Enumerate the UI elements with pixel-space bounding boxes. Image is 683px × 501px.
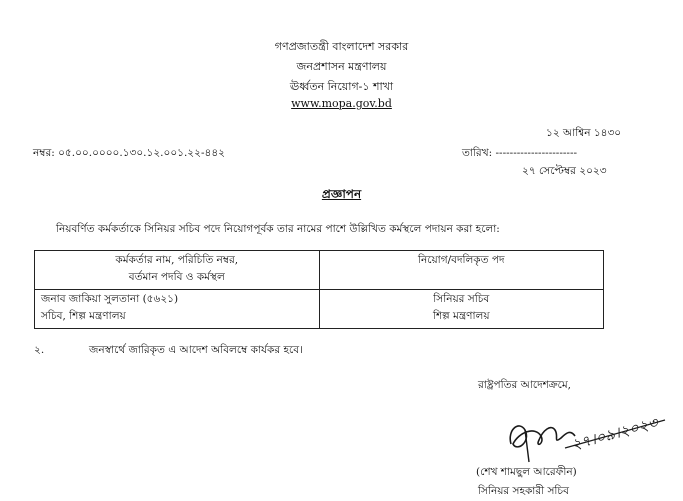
new-workplace: শিল্প মন্ত্রণালয় — [432, 310, 490, 322]
new-post: সিনিয়র সচিব — [433, 293, 490, 305]
website-link[interactable]: www.mopa.gov.bd — [291, 97, 392, 110]
memo-number: নম্বর: ০৫.০০.০০০০.১৩০.১২.০০১.২২-৪৪২ — [33, 147, 225, 159]
appointment-table — [34, 250, 604, 329]
handwritten-date: ২৭।০৯।২০২৩ — [569, 413, 660, 454]
handwritten-signature — [505, 400, 675, 468]
table-header-cell — [35, 251, 320, 290]
order-line: রাষ্ট্রপতির আদেশক্রমে, — [478, 379, 571, 391]
signatory-designation: সিনিয়র সহকারী সচিব — [478, 485, 569, 497]
govt-name: গণপ্রজাতন্ত্রী বাংলাদেশ সরকার — [274, 40, 409, 53]
document-title: প্রজ্ঞাপন — [321, 187, 362, 201]
date-bangla: ১২ আশ্বিন ১৪৩০ — [546, 127, 622, 139]
date-gregorian: ২৭ সেপ্টেম্বর ২০২৩ — [522, 165, 607, 177]
table-header-cell — [319, 251, 604, 290]
signatory-name: (শেখ শামছুল আরেফীন) — [476, 466, 577, 478]
officer-current-post: সচিব, শিল্প মন্ত্রণালয় — [41, 310, 126, 322]
table-cell — [319, 290, 604, 329]
header-line: নিয়োগ/বদলিকৃত পদ — [417, 254, 505, 266]
officer-name: জনাব জাকিয়া সুলতানা (৫৬২১) — [41, 293, 179, 305]
header-line: বর্তমান পদবি ও কর্মস্থল — [128, 271, 225, 283]
section-name: ঊর্ধ্বতন নিয়োগ-১ শাখা — [289, 80, 394, 93]
ministry-name: জনপ্রশাসন মন্ত্রণালয় — [296, 60, 387, 73]
date-label: তারিখ: ----------------------- — [462, 147, 578, 159]
para-number: ২. — [34, 344, 45, 356]
intro-text: নিয়বর্ণিত কর্মকর্তাকে সিনিয়র সচিব পদে নিয়োগপূর্বক তার নামের পাশে উল্লিখিত কর্মস্থলে পদায়ন করা হলো: — [56, 223, 500, 235]
table-cell — [35, 290, 320, 329]
table-header-row — [35, 251, 604, 290]
para-text: জনস্বার্থে জারিকৃত এ আদেশ অবিলম্বে কার্যকর হবে। — [89, 344, 303, 356]
table-row — [35, 290, 604, 329]
header-line: কর্মকর্তার নাম, পরিচিতি নম্বর, — [115, 254, 239, 266]
